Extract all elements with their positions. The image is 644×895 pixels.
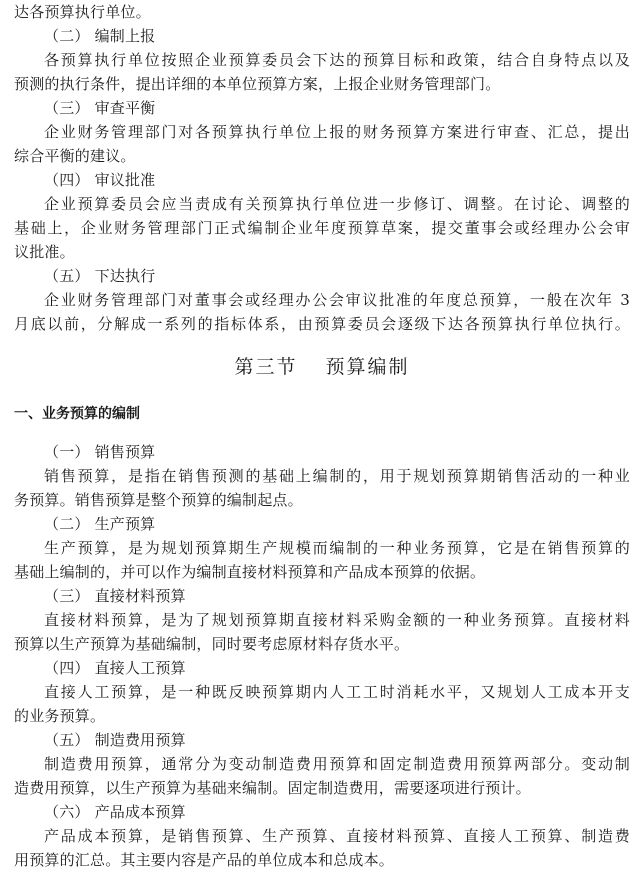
subheading: （五） 制造费用预算 [44, 731, 186, 749]
paragraph-line: 企业财务管理部门对各预算执行单位上报的财务预算方案进行审查、汇总，提出 [44, 123, 630, 141]
paragraph-line: 基础上编制的，并可以作为编制直接材料预算和产品成本预算的依据。 [14, 563, 486, 581]
paragraph-line: 预算以生产预算为基础编制，同时要考虑原材料存货水平。 [14, 635, 410, 653]
section-name: 预算编制 [325, 356, 410, 378]
paragraph-line: 各预算执行单位按照企业预算委员会下达的预算目标和政策，结合自身特点以及 [44, 51, 630, 69]
paragraph-line: 直接材料预算，是为了规划预算期直接材料采购金额的一种业务预算。直接材料 [44, 611, 630, 629]
text-line: 达各预算执行单位。 [14, 3, 151, 21]
subheading: （三） 直接材料预算 [44, 587, 186, 605]
paragraph-line: 制造费用预算，通常分为变动制造费用预算和固定制造费用预算两部分。变动制 [44, 755, 630, 773]
subheading: （三） 审查平衡 [44, 99, 156, 117]
subheading: （四） 直接人工预算 [44, 659, 186, 677]
document-page [14, 0, 630, 872]
subheading: （二） 生产预算 [44, 515, 156, 533]
paragraph-line: 用预算的汇总。其主要内容是产品的单位成本和总成本。 [14, 851, 395, 869]
section-number: 第三节 [234, 356, 298, 378]
subheading: （五） 下达执行 [44, 267, 156, 285]
paragraph-line: 务预算。销售预算是整个预算的编制起点。 [14, 491, 303, 509]
paragraph-line: 产品成本预算，是销售预算、生产预算、直接材料预算、直接人工预算、制造费 [44, 827, 630, 845]
paragraph-line: 企业财务管理部门对董事会或经理办公会审议批准的年度总预算，一般在次年 3 [44, 291, 630, 309]
subheading: （四） 审议批准 [44, 171, 156, 189]
subheading: （六） 产品成本预算 [44, 803, 186, 821]
paragraph-line: 议批准。 [14, 243, 75, 261]
section-title [14, 350, 630, 384]
heading-level-1: 一、业务预算的编制 [14, 406, 140, 422]
paragraph-line: 生产预算，是为规划预算期生产规模而编制的一种业务预算，它是在销售预算的 [44, 539, 630, 557]
paragraph-line: 月底以前，分解成一系列的指标体系，由预算委员会逐级下达各预算执行单位执行。 [14, 315, 630, 333]
paragraph-line: 销售预算，是指在销售预测的基础上编制的，用于规划预算期销售活动的一种业 [44, 467, 630, 485]
subheading: （二） 编制上报 [44, 27, 156, 45]
subheading: （一） 销售预算 [44, 443, 156, 461]
paragraph-line: 基础上，企业财务管理部门正式编制企业年度预算草案，提交董事会或经理办公会审 [14, 219, 630, 237]
paragraph-line: 企业预算委员会应当责成有关预算执行单位进一步修订、调整。在讨论、调整的 [44, 195, 630, 213]
paragraph-line: 直接人工预算，是一种既反映预算期内人工工时消耗水平，又规划人工成本开支 [44, 683, 630, 701]
paragraph-line: 综合平衡的建议。 [14, 147, 136, 165]
paragraph-line: 造费用预算，以生产预算为基础来编制。固定制造费用，需要逐项进行预计。 [14, 779, 531, 797]
paragraph-line: 预测的执行条件，提出详细的本单位预算方案，上报企业财务管理部门。 [14, 75, 501, 93]
paragraph-line: 的业务预算。 [14, 707, 106, 725]
